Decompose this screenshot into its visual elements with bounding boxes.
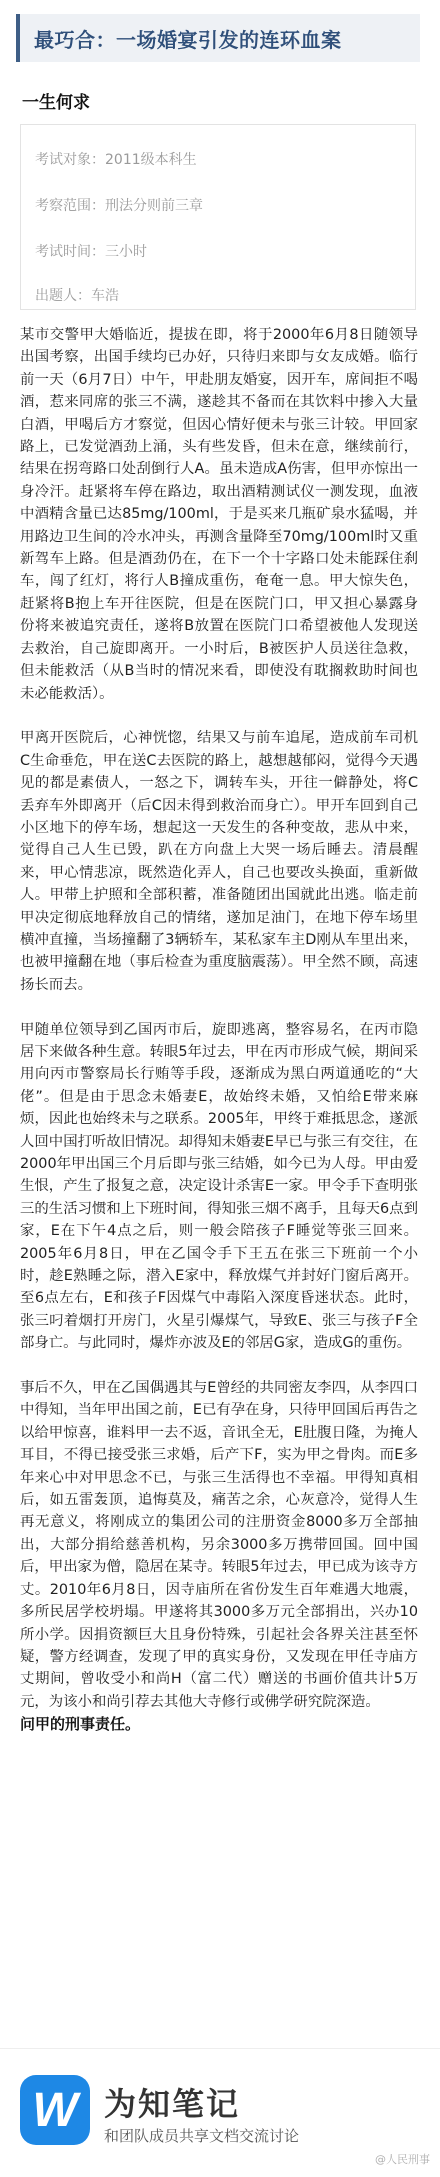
meta-value: 2011级本科生 [105,152,197,168]
meta-row-duration [35,241,147,261]
meta-value: 三小时 [105,244,147,260]
meta-value: 车浩 [91,288,119,304]
watermark: @人民刑事 [375,2153,430,2166]
exam-info-box [20,124,416,310]
title-bar [16,14,420,62]
case-paragraph-4: 事后不久，甲在乙国偶遇其与E曾经的共同密友李四，从李四口中得知，当年甲出国之前，E已有孕在身，只待甲回国后再告之以给甲惊喜，谁料甲一去不返，音讯全无，E肚腹日隆，为掩人耳目，不得已接受张三求婚，后产下F，实为甲之骨肉。而E多年来心中对甲思念不已，与张三生活得也不幸福。甲得知真相后，如五雷轰顶，追悔莫及，痛苦之余，心灰意冷，觉得人生再无意义，将刚成立的集团公司的注册资金8000多万全部抽出，大部分捐给慈善机构，另余3000多万携带回国。回中国后，甲出家为僧，隐居在某寺。转眼5年过去，甲已成为该寺方丈。2010年6月8日，因寺庙所在省份发生百年难遇大地震，多所民居学校坍塌。甲遂将其3000多万元全部捐出，兴办10所小学。因捐资额巨大且身份特殊，引起社会各界关注甚至怀疑，警方经调查，发现了甲的真实身份，又发现在甲任寺庙方丈期间，曾收受小和尚H（富二代）赠送的书画价值共计5万元，为该小和尚引荐去其他大寺修行或佛学研究院深造。 [20,1380,418,1710]
case-body [20,324,418,1736]
meta-label: 考试时间： [35,244,105,260]
meta-row-author [35,285,119,305]
meta-value: 刑法分则前三章 [105,198,203,214]
brand-slogan: 和团队成员共享文档交流讨论 [104,2127,300,2145]
case-paragraph-2: 甲离开医院后，心神恍惚，结果又与前车追尾，造成前车司机C生命垂危，甲在送C去医院的路上，越想越郁闷，觉得今天遇见的都是素债人，一怒之下，调转车头，开往一僻静处，将C丢弃车外即离开（后C因未得到救治而身亡）。甲开车回到自己小区地下的停车场，想起这一天发生的各种变故，悲从中来，觉得自己人生已毁，趴在方向盘上大哭一场后睡去。清晨醒来，甲心情悲凉，既然造化弄人，自己也要改头换面，重新做人。甲带上护照和全部积蓄，准备随团出国就此出逃。临走前甲决定彻底地释放自己的情绪，遂加足油门，在地下停车场里横冲直撞，当场撞翻了3辆轿车，某私家车主D刚从车里出来，也被甲撞翻在地（事后检查为重度脑震荡）。甲全然不顾，高速扬长而去。 [20,730,418,993]
meta-label: 出题人： [35,288,91,304]
footer-banner [0,2048,440,2177]
brand-name: 为知笔记 [104,2085,241,2123]
wiz-logo-icon [20,2075,90,2145]
case-paragraph-3: 甲随单位领导到乙国丙市后，旋即逃离，整容易名，在丙市隐居下来做各种生意。转眼5年过去，甲在丙市形成气候，期间采用向丙市警察局长行贿等手段，逐渐成为黑白两道通吃的“大佬”。但是由于思念未婚妻E，故始终未婚，又怕给E带来麻烦，因此也始终未与之联系。2005年，甲终于难抵思念，遂派人回中国打听故旧情况。却得知未婚妻E早已与张三有交往，在2000年甲出国三个月后即与张三结婚，如今已为人母。甲由爱生恨，产生了报复之意，决定设计杀害E一家。甲令手下查明张三的生活习惯和上下班时间，得知张三烟不离手，且每天6点到家，E在下午4点之后，则一般会陪孩子F睡觉等张三回来。2005年6月8日，甲在乙国令手下王五在张三下班前一个小时，趁E熟睡之际，潜入E家中，释放煤气并封好门窗后离开。至6点左右，E和孩子F因煤气中毒陷入深度昏迷状态。此时，张三叼着烟打开房门，火星引爆煤气，导致E、张三与孩子F全部身亡。与此同时，爆炸亦波及E的邻居G家，造成G的重伤。 [20,1021,418,1352]
case-question: 问甲的刑事责任。 [20,1715,141,1734]
meta-row-target [35,149,197,169]
logo-letter: W [32,2083,78,2137]
meta-label: 考试对象： [35,152,105,168]
meta-label: 考察范围： [35,198,105,214]
case-paragraph-1: 某市交警甲大婚临近，提拔在即，将于2000年6月8日随领导出国考察，出国手续均已办好，只待归来即与女友成婚。临行前一天（6月7日）中午，甲赴朋友婚宴，因开车，席间拒不喝酒，惹来同席的张三不满，遂趁其不备而在其饮料中掺入大量白酒，甲喝后方才察觉，但因心情好便未与张三计较。甲回家路上，已发觉酒劲上涌，头有些发昏，但未在意，继续前行，结果在拐弯路口处刮倒行人A。虽未造成A伤害，但甲亦惊出一身冷汗。赶紧将车停在路边，取出酒精测试仪一测发现，血液中酒精含量已达85mg/100ml，于是买来几瓶矿泉水猛喝，并用路边卫生间的冷水冲头，再测含量降至70mg/100ml时又重新驾车上路。但是酒劲仍在，在下一个十字路口处未能踩住刹车，闯了红灯，将行人B撞成重伤，奄奄一息。甲大惊失色，赶紧将B抱上车开往医院，但是在医院门口，甲又担心暴露身份将来被追究责任，遂将B放置在医院门口希望被他人发现送去救治，自己旋即离开。一小时后，B被医护人员送往急救，但未能救活（从B当时的情况来看，即使没有耽搁救助时间也未必能救活）。 [20,327,418,702]
author-name: 一生何求 [22,93,90,113]
page-title: 最巧合：一场婚宴引发的连环血案 [34,27,342,52]
meta-row-scope [35,195,203,215]
